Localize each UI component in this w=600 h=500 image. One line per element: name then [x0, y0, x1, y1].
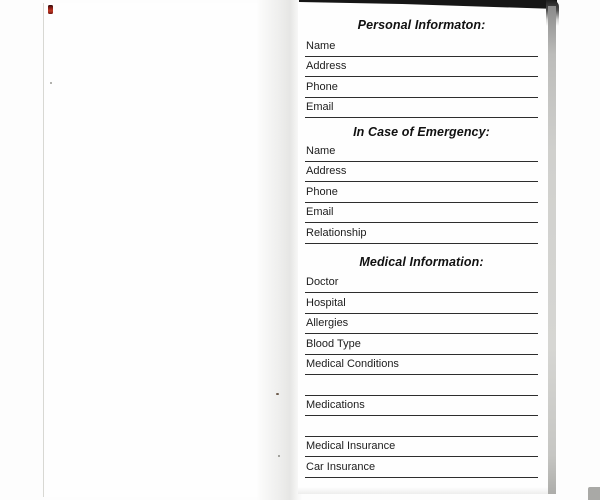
field-medications-extra-line	[305, 416, 538, 437]
field-medical-allergies	[305, 314, 538, 335]
field-label: Address	[306, 60, 347, 72]
field-personal-name	[305, 36, 538, 57]
section-heading-emergency: In Case of Emergency:	[353, 125, 490, 139]
field-medical-hospital	[305, 293, 538, 314]
field-emergency-phone	[305, 182, 538, 203]
field-medical-insurance	[305, 437, 538, 458]
field-personal-email	[305, 98, 538, 119]
personal-info-form	[305, 2, 538, 478]
page-gutter-shadow	[256, 0, 302, 500]
field-label: Name	[306, 144, 336, 157]
red-ink-mark	[48, 5, 53, 14]
field-emergency-name	[305, 141, 538, 162]
field-label: Email	[306, 206, 334, 218]
field-label: Car Insurance	[306, 460, 376, 473]
field-label: Phone	[306, 185, 338, 198]
section-heading-personal-information: Personal Informaton:	[357, 18, 486, 32]
field-medical-doctor	[305, 273, 538, 294]
page-right-edge	[548, 6, 556, 494]
field-label: Doctor	[306, 276, 339, 288]
field-label: Email	[306, 101, 334, 113]
field-medical-conditions	[305, 355, 538, 376]
field-emergency-address	[305, 162, 538, 183]
field-medications	[305, 396, 538, 417]
field-label	[305, 433, 306, 436]
field-label: Medical Conditions	[306, 358, 399, 370]
field-medical-blood-type	[305, 334, 538, 355]
field-car-insurance	[305, 457, 538, 478]
field-label	[305, 392, 306, 395]
field-label: Medications	[306, 399, 365, 411]
form-page	[298, 2, 550, 494]
field-personal-phone	[305, 77, 538, 98]
scan-speck	[276, 393, 279, 395]
field-emergency-email	[305, 203, 538, 224]
field-label: Address	[306, 165, 347, 177]
field-label: Hospital	[306, 296, 346, 309]
field-label: Medical Insurance	[306, 440, 396, 452]
scan-speck	[278, 455, 280, 457]
field-label: Allergies	[306, 317, 349, 329]
field-label: Relationship	[306, 226, 367, 239]
field-medical-conditions-extra-line	[305, 375, 538, 396]
scan-speck	[50, 82, 52, 84]
field-personal-address	[305, 57, 538, 78]
field-emergency-relationship	[305, 223, 538, 244]
scan-corner-smudge	[588, 487, 600, 500]
left-blank-page	[43, 3, 258, 497]
section-heading-medical-information: Medical Information:	[359, 254, 484, 269]
field-label: Name	[306, 39, 336, 52]
field-label: Phone	[306, 80, 338, 93]
page-bottom-edge-shadow	[298, 487, 550, 494]
field-label: Blood Type	[306, 337, 361, 350]
